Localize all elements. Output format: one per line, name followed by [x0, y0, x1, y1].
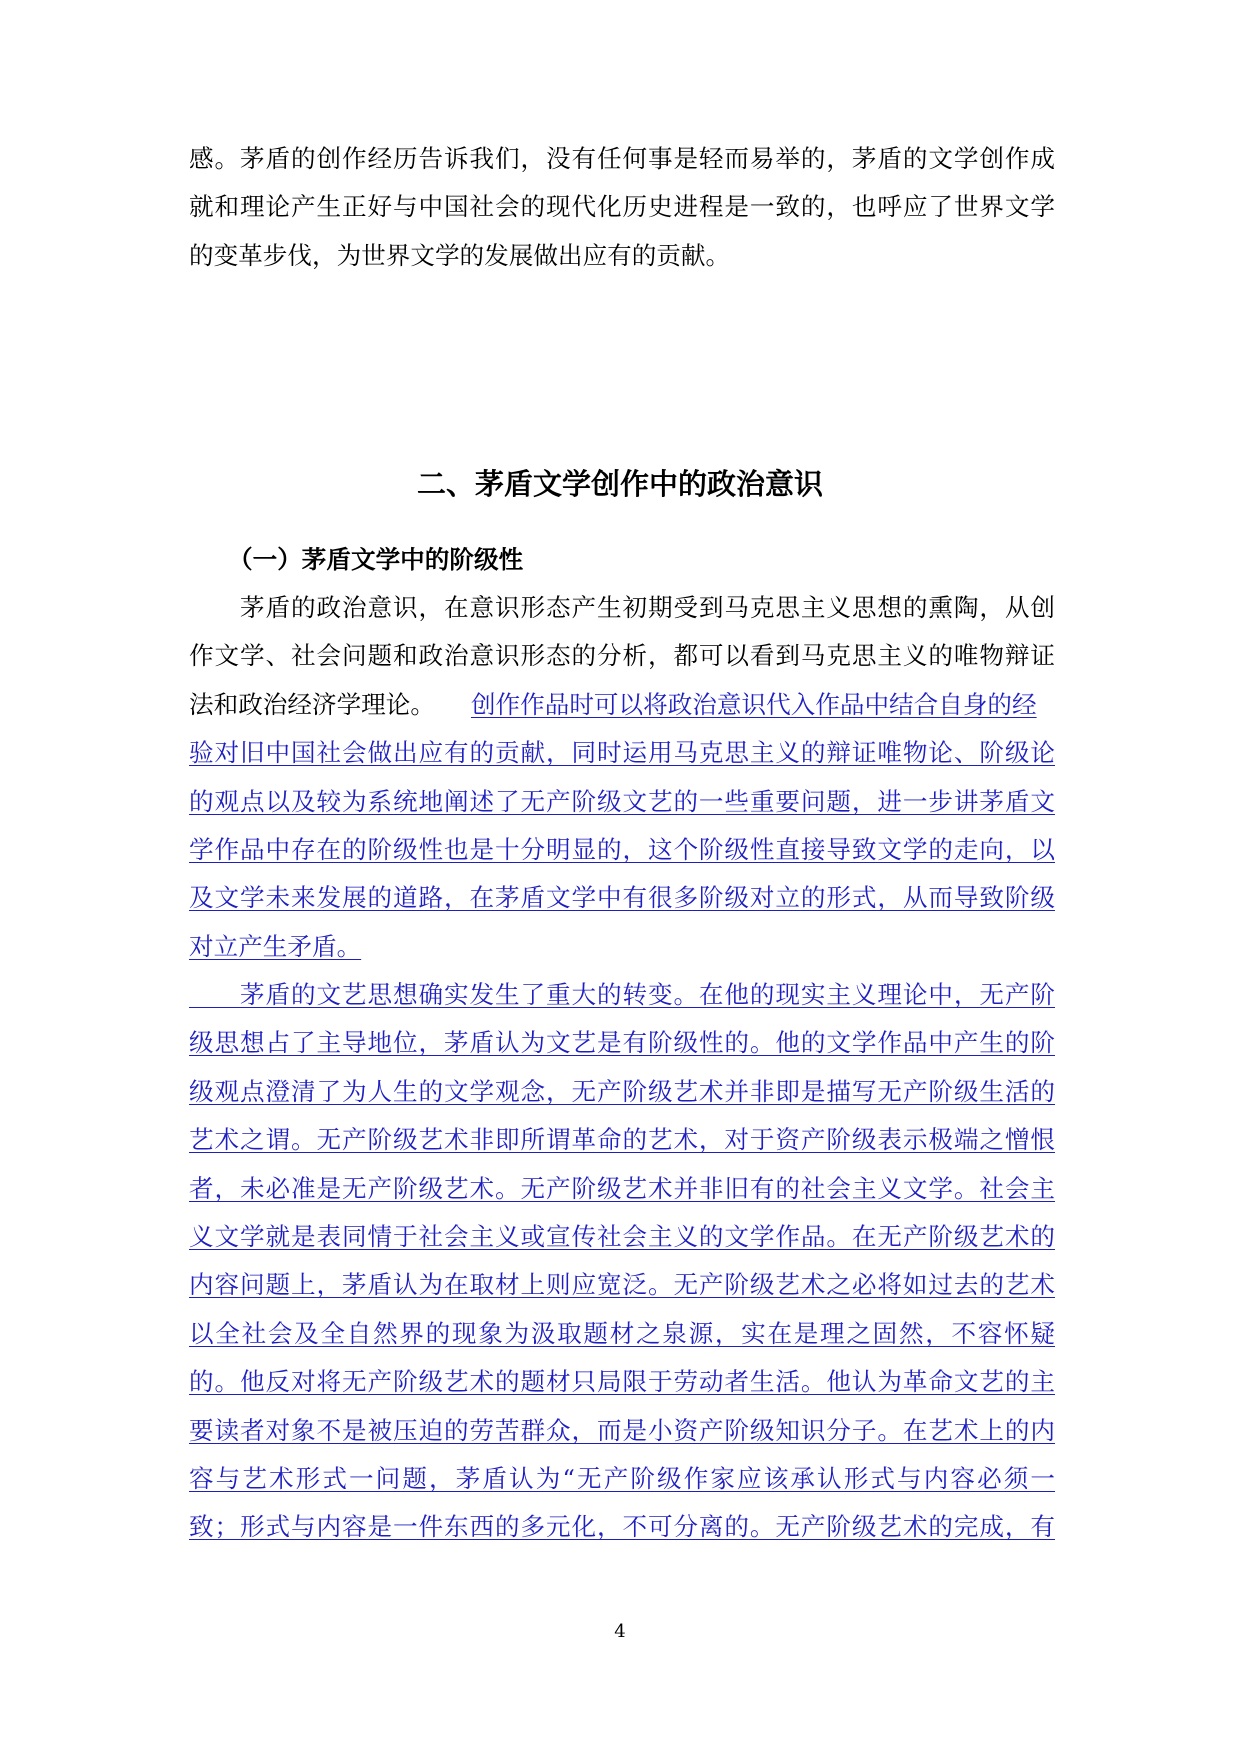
linked-text-line[interactable]: 容与艺术形式一问题，茅盾认为“无产阶级作家应该承认形式与内容必须一 — [189, 1464, 1055, 1494]
linked-text-line[interactable]: 的观点以及较为系统地阐述了无产阶级文艺的一些重要问题，进一步讲茅盾文 — [189, 786, 1055, 816]
page-number: 4 — [614, 1621, 626, 1642]
subsection-title: （一）茅盾文学中的阶级性 — [228, 545, 524, 574]
text-line: 作文学、社会问题和政治意识形态的分析，都可以看到马克思主义的唯物辩证 — [189, 641, 1055, 671]
paragraph-continuation — [189, 135, 1055, 280]
linked-text-line[interactable]: 要读者对象不是被压迫的劳苦群众，而是小资产阶级知识分子。在艺术上的内 — [189, 1415, 1055, 1445]
text-line: 茅盾的政治意识，在意识形态产生初期受到马克思主义思想的熏陶，从创 — [189, 593, 1055, 622]
text-line-mixed — [189, 681, 1055, 729]
section-title: 二、茅盾文学创作中的政治意识 — [416, 467, 823, 501]
linked-text-line[interactable]: 茅盾的文艺思想确实发生了重大的转变。在他的现实主义理论中，无产阶 — [189, 980, 1055, 1009]
linked-text-line[interactable]: 者，未必准是无产阶级艺术。无产阶级艺术并非旧有的社会主义文学。社会主 — [189, 1173, 1055, 1203]
linked-text-line[interactable]: 级思想占了主导地位，茅盾认为文艺是有阶级性的。他的文学作品中产生的阶 — [189, 1028, 1055, 1058]
linked-text-line[interactable]: 级观点澄清了为人生的文学观念，无产阶级艺术并非即是描写无产阶级生活的 — [189, 1076, 1055, 1106]
linked-text-line[interactable]: 对立产生矛盾。 — [189, 931, 362, 961]
text-line: 感。茅盾的创作经历告诉我们，没有任何事是轻而易举的，茅盾的文学创作成 — [189, 144, 1055, 173]
paragraph-literary-thought — [189, 971, 1055, 1552]
linked-text-line[interactable]: 及文学未来发展的道路，在茅盾文学中有很多阶级对立的形式，从而导致阶级 — [189, 883, 1055, 913]
paragraph-class-nature — [189, 584, 1055, 971]
linked-text-line[interactable]: 验对旧中国社会做出应有的贡献，同时运用马克思主义的辩证唯物论、阶级论 — [189, 738, 1055, 768]
linked-text-line[interactable]: 艺术之谓。无产阶级艺术非即所谓革命的艺术，对于资产阶级表示极端之憎恨 — [189, 1125, 1055, 1155]
linked-text-line[interactable]: 的。他反对将无产阶级艺术的题材只局限于劳动者生活。他认为革命文艺的主 — [189, 1367, 1055, 1397]
text-line: 就和理论产生正好与中国社会的现代化历史进程是一致的，也呼应了世界文学 — [189, 192, 1055, 222]
linked-text[interactable]: 创作作品时可以将政治意识代入作品中结合自身的经 — [470, 689, 1037, 719]
linked-text-line[interactable]: 义文学就是表同情于社会主义或宣传社会主义的文学作品。在无产阶级艺术的 — [189, 1222, 1055, 1252]
text-line: 的变革步伐，为世界文学的发展做出应有的贡献。 — [189, 240, 731, 270]
text-fragment: 法和政治经济学理论。 — [189, 689, 435, 719]
linked-text-line[interactable]: 致；形式与内容是一件东西的多元化，不可分离的。无产阶级艺术的完成，有 — [189, 1512, 1055, 1542]
linked-text-line[interactable]: 内容问题上，茅盾认为在取材上则应宽泛。无产阶级艺术之必将如过去的艺术 — [189, 1270, 1055, 1300]
linked-text-line[interactable]: 以全社会及全自然界的现象为汲取题材之泉源，实在是理之固然，不容怀疑 — [189, 1318, 1055, 1348]
linked-text-line[interactable]: 学作品中存在的阶级性也是十分明显的，这个阶级性直接导致文学的走向，以 — [189, 835, 1055, 865]
